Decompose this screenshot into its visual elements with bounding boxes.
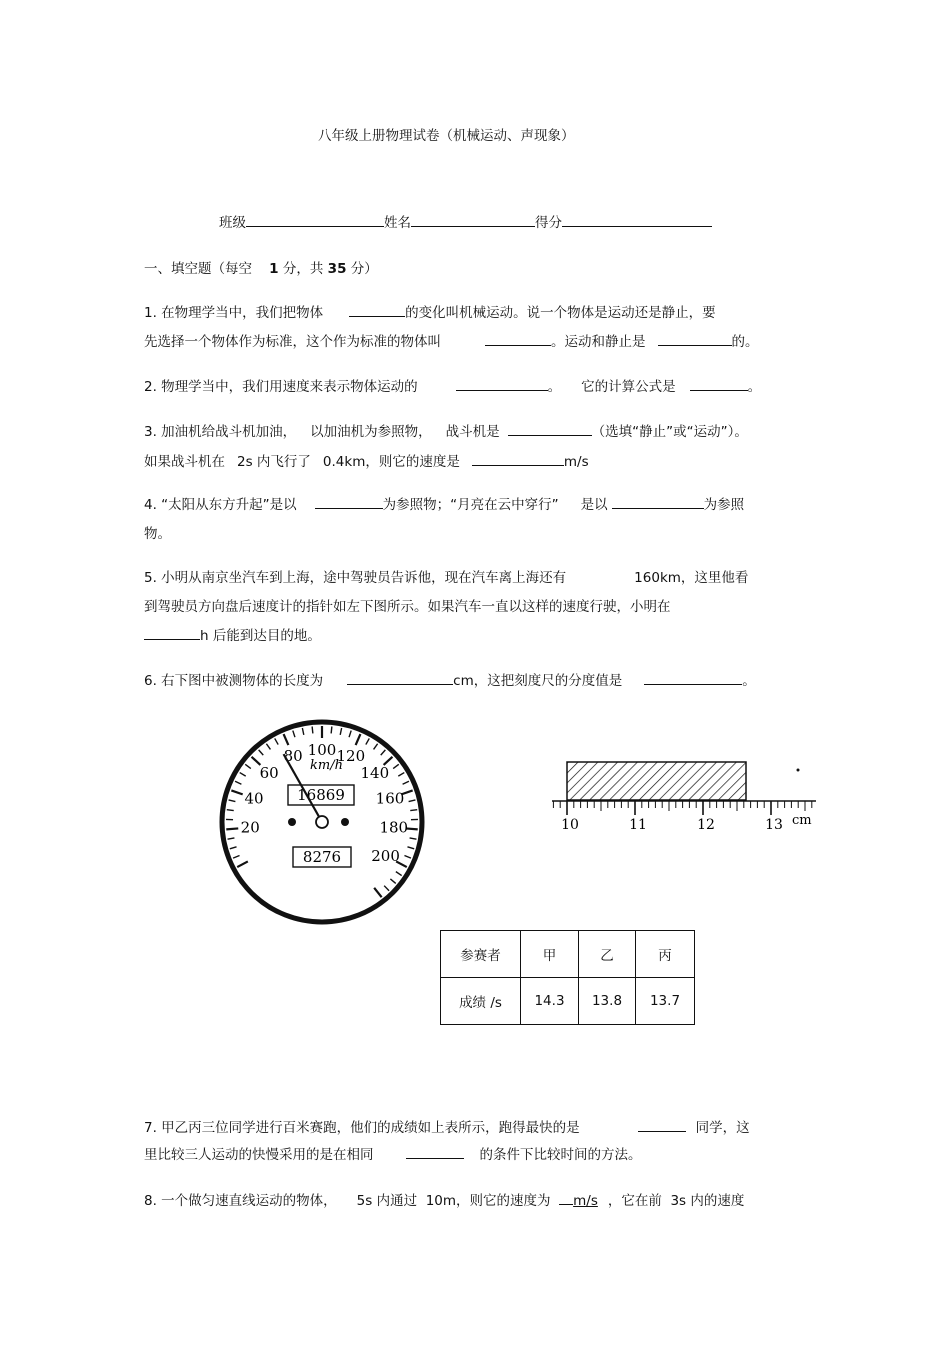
table-row [441,978,695,1025]
speedometer-scale-label: 80 [283,747,303,766]
answer-blank[interactable] [508,421,592,436]
info-line [219,211,712,231]
speedometer-dot-right [341,818,349,826]
answer-blank[interactable] [644,670,742,685]
table-header-row [441,931,695,978]
speedometer-scale-label: 60 [259,764,279,783]
ruler-ticks [553,801,811,815]
speedometer-tick [245,764,251,768]
speedometer-tick [312,727,313,734]
speedometer-tick [233,855,239,858]
name-label: 姓名 [384,215,411,231]
speedometer-scale-label: 140 [360,764,390,783]
answer-blank[interactable] [658,331,732,346]
speedometer-tick [410,810,417,811]
speedometer-tick [349,731,351,738]
answer-blank[interactable] [690,376,748,391]
table-cell: 13.8 [579,978,636,1025]
results-table [440,930,695,1025]
speedometer-tick [374,888,381,897]
speedometer-scale-label: 180 [379,818,409,837]
speedometer-tick [259,750,264,755]
speedometer-tick [356,734,361,745]
speedometer-tick [403,781,409,784]
speedometer-scale-label: 200 [371,846,400,865]
score-label: 得分 [535,215,562,231]
speedometer-tick [231,790,242,794]
table-cell: 14.3 [521,978,579,1025]
table-cell: 成绩 /s [441,978,521,1025]
speedometer-tick [302,728,303,735]
speedometer-tick [404,855,410,858]
answer-blank[interactable] [559,1190,573,1205]
table-cell: 参赛者 [441,931,521,978]
answer-blank[interactable] [347,670,453,685]
speedometer-tick [407,847,414,849]
question-5-line-3: h 后能到达目的地。 [144,624,321,644]
table-cell: 甲 [521,931,579,978]
speedometer-tick [284,734,289,745]
speedometer-tick [235,781,241,784]
name-field[interactable] [411,212,535,227]
speedometer-scale-label: 100 [307,741,337,759]
speedometer-tick [409,800,416,802]
speedometer-tick [331,727,332,734]
ruler-figure [548,752,820,840]
speedometer-tick [410,838,417,839]
question-7-line-2: 里比较三人运动的快慢采用的是在相同 的条件下比较时间的方法。 [144,1143,642,1163]
question-6: 6. 右下图中被测物体的长度为 cm，这把刻度尺的分度值是 。 [144,669,756,689]
answer-blank[interactable] [315,494,383,509]
speedometer-tick [266,744,270,750]
speedometer-tick [340,728,341,735]
table-cell: 13.7 [636,978,695,1025]
page-title: 八年级上册物理试卷（机械运动、声现象） [318,128,575,144]
question-4-line-2: 物。 [144,526,171,542]
ruler-tick-label: 10 [561,817,579,833]
question-5-line-1: 5. 小明从南京坐汽车到上海，途中驾驶员告诉他，现在汽车离上海还有 160km，这里他看 [144,570,749,586]
speedometer-scale-label: 160 [375,789,405,808]
speedometer-tick [381,750,386,755]
speedometer-scale-label: 20 [240,818,260,837]
answer-blank[interactable] [472,451,564,466]
measured-object [567,762,746,800]
ruler-unit: cm [792,813,812,828]
class-label: 班级 [219,215,246,231]
speedometer-tick [275,738,278,744]
speedometer-tick [366,738,369,744]
class-field[interactable] [246,212,384,227]
speedometer-tick [293,731,295,738]
ruler-tick-label: 13 [765,817,783,833]
ruler-tick-labels [561,817,783,833]
section-header: 一、填空题（每空 1 分，共 35 分） [144,261,378,277]
ruler-tick-label: 11 [629,817,647,833]
speedometer-figure [218,712,428,932]
speedometer-tick [398,773,404,777]
needle-hub [316,816,328,828]
ruler-tick-label: 12 [697,817,715,833]
answer-blank[interactable] [638,1117,686,1132]
speedometer-dot-left [288,818,296,826]
speedometer-scale-label: 40 [244,789,264,808]
answer-blank[interactable] [349,302,405,317]
speedometer-tick [240,773,246,777]
question-4-line-1: 4. “太阳从东方升起”是以 为参照物；“月亮在云中穿行” 是以 为参照 [144,493,744,513]
speedometer-tick [393,764,399,768]
trip-reading: 8276 [302,848,342,866]
speedometer-tick [384,886,389,891]
question-8: 8. 一个做匀速直线运动的物体， 5s 内通过 10m，则它的速度为 m/s ，它在前 3s 内的速度 [144,1189,744,1209]
question-3-line-1: 3. 加油机给战斗机加油， 以加油机为参照物， 战斗机是 （选填“静止”或“运动”）。 [144,420,748,440]
speedometer-tick [390,879,395,883]
question-1-line-2: 先选择一个物体作为标准，这个作为标准的物体叫 。运动和静止是 的。 [144,330,759,350]
answer-blank[interactable] [456,376,548,391]
speedometer-tick [227,810,234,811]
speedometer-tick [226,828,238,829]
speedometer-tick [229,800,236,802]
speedometer-tick [237,861,248,867]
ruler-dot [797,769,800,772]
speedometer-tick [230,847,237,849]
question-1-line-1: 1. 在物理学当中，我们把物体 的变化叫机械运动。说一个物体是运动还是静止，要 [144,301,716,321]
answer-blank[interactable] [612,494,704,509]
score-field[interactable] [562,212,712,227]
question-2: 2. 物理学当中，我们用速度来表示物体运动的 。 它的计算公式是 。 [144,375,761,395]
answer-blank[interactable] [144,625,200,640]
speedometer-tick [374,744,378,750]
question-5-line-2: 到驾驶员方向盘后速度计的指针如左下图所示。如果汽车一直以这样的速度行驶，小明在 [144,599,671,615]
question-3-line-2: 如果战斗机在 2s 内飞行了 0.4km，则它的速度是 m/s [144,450,589,470]
odometer-reading: 16869 [297,786,345,804]
speedometer-tick [396,872,402,876]
speedometer-scale-label: 120 [336,747,366,766]
question-7-line-1: 7. 甲乙丙三位同学进行百米赛跑，他们的成绩如上表所示，跑得最快的是 同学，这 [144,1116,750,1136]
table-cell: 乙 [579,931,636,978]
table-cell: 丙 [636,931,695,978]
speedometer-tick [228,838,235,839]
answer-blank[interactable] [406,1144,464,1159]
speed-unit-label: km/h [310,758,343,773]
answer-blank[interactable] [485,331,551,346]
